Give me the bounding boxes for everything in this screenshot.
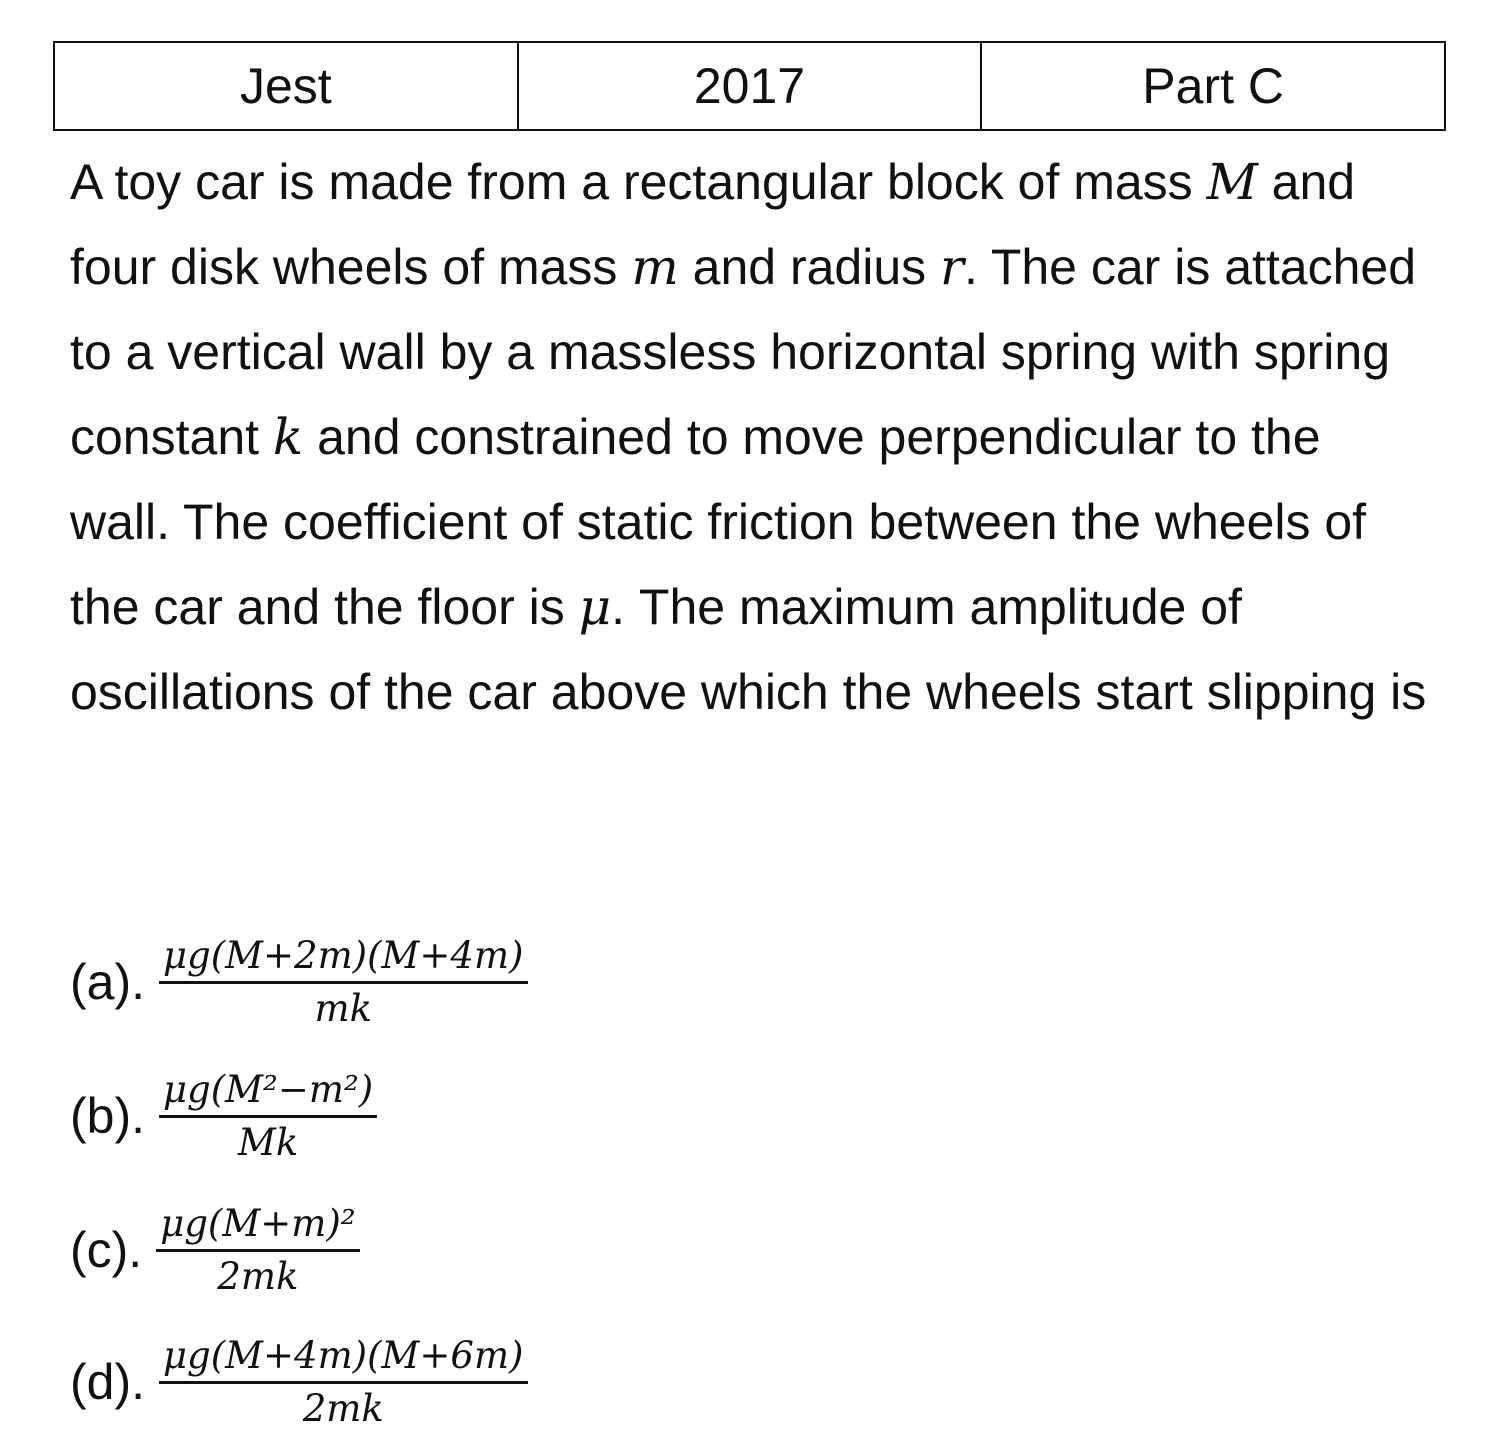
question-text-4: . The car is attached to a vertical wall by a massless horizontal spring with spring constant [70, 239, 1417, 465]
header-table [53, 41, 1446, 131]
var-mass-block: M [1206, 153, 1258, 211]
option-a[interactable] [70, 922, 528, 1042]
option-a-denominator: mk [314, 986, 372, 1030]
option-b-fraction [159, 1068, 377, 1165]
option-c-numerator: μg(M+m)² [156, 1202, 359, 1252]
option-d-denominator: 2mk [302, 1386, 384, 1430]
option-d[interactable] [70, 1322, 528, 1442]
question-text-1: A toy car is made from a rectangular block of mass [70, 154, 1207, 210]
option-d-fraction [159, 1334, 528, 1431]
option-b-numerator: μg(M²−m²) [159, 1068, 377, 1118]
question-text-3: and radius [678, 239, 941, 295]
header-year-cell: 2017 [518, 42, 982, 130]
option-c-denominator: 2mk [217, 1254, 299, 1298]
question-text [70, 140, 1430, 735]
var-mass-wheel: m [631, 238, 679, 296]
question-text-2: and four disk wheels of mass [70, 154, 1356, 295]
option-c[interactable] [70, 1190, 360, 1310]
var-radius: r [940, 238, 964, 296]
option-d-numerator: μg(M+4m)(M+6m) [159, 1334, 528, 1384]
option-b[interactable] [70, 1056, 377, 1176]
option-b-denominator: Mk [237, 1120, 299, 1164]
header-exam-cell: Jest [54, 42, 518, 130]
option-d-label: (d). [70, 1354, 145, 1410]
option-c-label: (c). [70, 1222, 143, 1278]
var-spring-constant: k [272, 408, 304, 466]
header-row [54, 42, 1445, 130]
header-part-cell: Part C [981, 42, 1445, 130]
option-a-fraction [159, 934, 528, 1031]
option-a-numerator: μg(M+2m)(M+4m) [159, 934, 528, 984]
question-text-5: and constrained to move perpendicular to the wall. The coefficient of static friction between the wheels of the car and the floor is [70, 409, 1367, 635]
option-b-label: (b). [70, 1088, 145, 1144]
option-a-label: (a). [70, 954, 145, 1010]
var-friction-coefficient: μ [578, 578, 612, 636]
option-c-fraction [156, 1202, 359, 1299]
question-text-6: . The maximum amplitude of oscillations of the car above which the wheels start slipping is [70, 579, 1427, 720]
